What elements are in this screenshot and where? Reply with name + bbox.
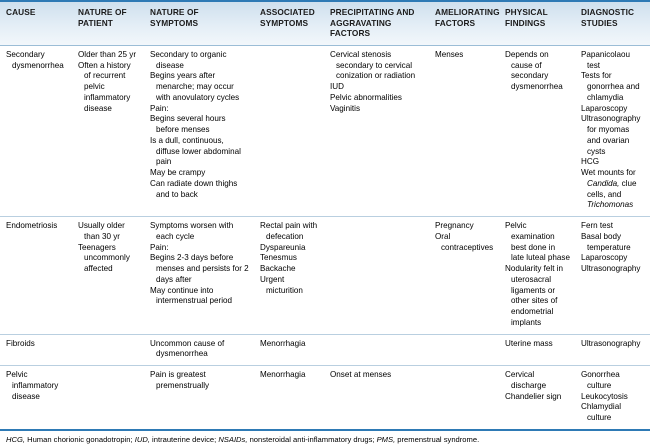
cell-line: Pregnancy (435, 221, 474, 231)
cell-diagnostic-studies (575, 370, 650, 424)
cell-line: Tests for gonorrhea and chlamydia (581, 71, 640, 102)
cell-nature-of-symptoms (144, 221, 254, 329)
cell-diagnostic-studies (575, 221, 650, 329)
cell-line: HCG (581, 157, 599, 167)
cell-line: Endometriosis (6, 221, 58, 231)
cell-line: May be crampy (150, 168, 206, 178)
cell-nature-of-patient (72, 370, 144, 424)
cell-ameliorating-factors (429, 339, 499, 361)
cell-ameliorating-factors (429, 221, 499, 329)
cell-associated-symptoms (254, 370, 324, 424)
cell-line: Fibroids (6, 338, 35, 348)
cell-nature-of-symptoms (144, 339, 254, 361)
cell-diagnostic-studies (575, 339, 650, 361)
table-row (0, 46, 650, 217)
cell-line: Ultrasonography (581, 338, 641, 348)
cell-associated-symptoms (254, 339, 324, 361)
cell-diagnostic-studies (575, 50, 650, 211)
column-header-precipitating-factors: PRECIPITATING AND AGGRAVATING FACTORS (330, 7, 415, 39)
cell-line: Pain: (150, 103, 169, 113)
cell-line: Menorrhagia (260, 338, 306, 348)
cell-line: Can radiate down thighs and to back (150, 178, 238, 199)
cell-associated-symptoms (254, 221, 324, 329)
cell-line: Cervical discharge (505, 370, 547, 390)
column-header-ameliorating-factors: AMELIORATING FACTORS (435, 7, 500, 28)
table-body (0, 46, 650, 429)
cell-line: Often a history of recurrent pelvic inflammatory disease (78, 60, 131, 113)
cell-line: Chandelier sign (505, 391, 562, 401)
cell-precipitating-factors (324, 339, 429, 361)
cell-line: Urgent micturition (260, 274, 303, 295)
cell-line: Is a dull, continuous, diffuse lower abdominal pain (150, 135, 241, 167)
cell-physical-findings (499, 339, 575, 361)
column-header-nature-of-symptoms: NATURE OF SYMPTOMS (150, 7, 199, 28)
table-row (0, 366, 650, 429)
cell-line: Tenesmus (260, 253, 297, 263)
cell-line: Menorrhagia (260, 370, 306, 380)
cell-line: Ultrasonography for myomas and ovarian cysts (581, 114, 641, 156)
cell-ameliorating-factors (429, 370, 499, 424)
cell-line: Uncommon cause of dysmenorrhea (150, 338, 225, 359)
cell-line: Chlamydial culture (581, 402, 622, 423)
cell-line: Cervical stenosis secondary to cervical conization or radiation (330, 49, 416, 81)
cell-physical-findings (499, 50, 575, 211)
cell-line: Laparoscopy (581, 103, 628, 113)
cell-associated-symptoms (254, 50, 324, 211)
column-header-cause: CAUSE (6, 7, 36, 17)
cell-line: Begins 2-3 days before menses and persists for 2 days after (150, 253, 249, 284)
cell-line: Depends on cause of secondary dysmenorrhea (505, 49, 563, 92)
cell-line: Backache (260, 264, 296, 274)
cell-line: Basal body temperature (581, 231, 631, 252)
cell-line: Usually older than 30 yr (78, 221, 125, 241)
cell-cause (0, 370, 72, 424)
cell-line: Papanicolaou test (581, 49, 631, 70)
cell-precipitating-factors (324, 50, 429, 211)
cell-line: Older than 25 yr (78, 49, 137, 59)
cell-nature-of-symptoms (144, 370, 254, 424)
cell-line: Pelvic inflammatory disease (6, 370, 59, 401)
cell-line: Ultrasonography (581, 264, 641, 274)
cell-physical-findings (499, 221, 575, 329)
cell-line: Rectal pain with defecation (260, 221, 318, 241)
column-header-physical-findings: PHYSICAL FINDINGS (505, 7, 548, 28)
cell-line: Begins several hours before menses (150, 114, 226, 135)
table-footnote: HCG, Human chorionic gonadotropin; IUD, intrauterine device; NSAIDs, nonsteroidal anti-inflammatory drugs; PMS, premenstrual syndrome. (0, 429, 650, 445)
cell-line: IUD (330, 82, 344, 92)
cell-line: Gonorrhea culture (581, 370, 620, 390)
cell-line: Secondary to organic disease (150, 49, 227, 70)
column-header-associated-symptoms: ASSOCIATED SYMPTOMS (260, 7, 315, 28)
cell-ameliorating-factors (429, 50, 499, 211)
cell-line: Symptoms worsen with each cycle (150, 221, 234, 241)
cell-line: May continue into intermenstrual period (150, 285, 233, 306)
cell-line: Laparoscopy (581, 253, 628, 263)
cell-line: Vaginitis (330, 103, 360, 113)
cell-line: Secondary dysmenorrhea (6, 49, 64, 70)
cell-line: Uterine mass (505, 338, 553, 348)
cell-nature-of-patient (72, 50, 144, 211)
table-row (0, 335, 650, 367)
cell-line: Oral contraceptives (435, 231, 494, 252)
cell-line: Menses (435, 49, 464, 59)
cell-cause (0, 221, 72, 329)
column-header-nature-of-patient: NATURE OF PATIENT (78, 7, 127, 28)
cell-precipitating-factors (324, 370, 429, 424)
cell-nature-of-patient (72, 339, 144, 361)
cell-line: Wet mounts for Candida, clue cells, and Trichomonas (581, 168, 637, 210)
cell-line: Begins years after menarche; may occur with anovulatory cycles (150, 71, 240, 102)
cell-nature-of-patient (72, 221, 144, 329)
cell-line: Pelvic examination best done in late luteal phase (505, 221, 570, 263)
cell-physical-findings (499, 370, 575, 424)
cell-cause (0, 50, 72, 211)
cell-line: Nodularity felt in uterosacral ligaments or other sites of endometrial implants (505, 264, 564, 327)
cell-cause (0, 339, 72, 361)
cell-line: Leukocytosis (581, 391, 628, 401)
cell-line: Pain: (150, 242, 169, 252)
cell-nature-of-symptoms (144, 50, 254, 211)
cell-line: Pelvic abnormalities (330, 92, 402, 102)
cell-line: Teenagers uncommonly affected (78, 242, 130, 274)
cell-line: Fern test (581, 221, 613, 231)
table-row (0, 217, 650, 335)
cell-line: Onset at menses (330, 370, 392, 380)
column-header-diagnostic-studies: DIAGNOSTIC STUDIES (581, 7, 635, 28)
table-header-row (0, 0, 650, 46)
cell-precipitating-factors (324, 221, 429, 329)
cell-line: Dyspareunia (260, 242, 306, 252)
cell-line: Pain is greatest premenstrually (150, 370, 210, 390)
